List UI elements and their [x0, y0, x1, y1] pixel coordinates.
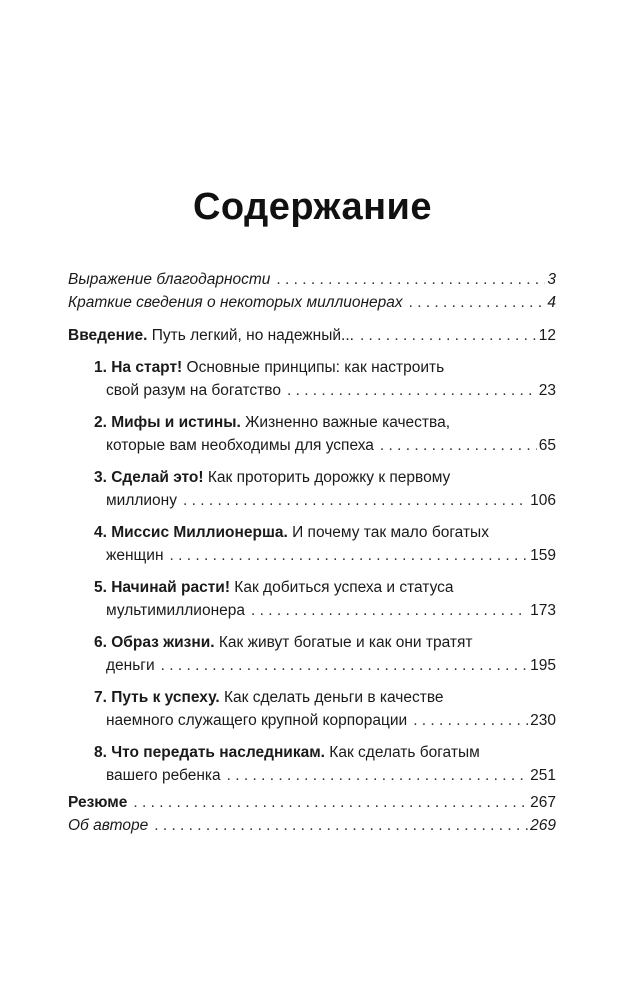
toc-page-number: 23	[538, 382, 556, 399]
toc-entry-continuation: наемного служащего крупной корпорации	[106, 712, 408, 729]
toc-page-number: 159	[530, 547, 556, 564]
dot-leader	[183, 489, 528, 512]
dot-leader	[133, 791, 528, 814]
toc-page-number: 3	[547, 271, 556, 288]
dot-leader	[170, 544, 529, 567]
toc-entry-rest: Жизненно важные качества,	[240, 414, 451, 431]
toc-chapter-8[interactable]	[68, 741, 556, 787]
toc-entry-title: Об авторе	[68, 817, 149, 834]
toc-entry-continuation: деньги	[106, 657, 155, 674]
toc-entry-rest: Как добиться успеха и статуса	[230, 579, 454, 596]
toc-entry-title	[94, 631, 473, 654]
toc-entry-title: Резюме	[68, 794, 128, 811]
toc-entry-title	[94, 356, 444, 379]
toc-entry-rest: И почему так мало богатых	[287, 524, 489, 541]
toc-entry-rest: Основные принципы: как настроить	[182, 359, 445, 376]
toc-entry-title	[94, 466, 450, 489]
toc-entry-continuation: свой разум на богатство	[106, 382, 281, 399]
toc-entry-continuation: миллиону	[106, 492, 177, 509]
toc-entry-title	[94, 686, 444, 709]
toc-entry-introduction[interactable]	[68, 324, 556, 347]
toc-entry-rest: Как живут богатые и как они тратят	[214, 634, 473, 651]
toc-entry-bold: 6. Образ жизни.	[94, 634, 215, 651]
page-title: Содержание	[192, 186, 433, 228]
toc-entry-title	[68, 324, 354, 347]
toc-chapter-6[interactable]	[68, 631, 556, 677]
toc-entry-bold: Введение.	[68, 327, 148, 344]
toc-entry-continuation: которые вам необходимы для успеха	[106, 437, 374, 454]
toc-entry-continuation: мультимиллионера	[106, 602, 246, 619]
toc-entry-continuation: женщин	[106, 547, 164, 564]
toc-entry-millionaires-info[interactable]	[68, 291, 556, 314]
toc-entry-rest: Путь легкий, но надежный...	[147, 327, 354, 344]
toc-entry-title	[94, 741, 480, 764]
toc-chapter-5[interactable]	[68, 576, 556, 622]
toc-entry-title	[94, 521, 489, 544]
toc-entry-title	[94, 576, 454, 599]
toc-entry-bold: 5. Начинай расти!	[94, 579, 230, 596]
toc-entry-acknowledgements[interactable]	[68, 268, 556, 291]
toc-chapter-3[interactable]	[68, 466, 556, 512]
table-of-contents	[68, 268, 556, 837]
dot-leader	[380, 434, 537, 457]
toc-entry-rest: Как сделать богатым	[325, 744, 480, 761]
toc-chapter-7[interactable]	[68, 686, 556, 732]
toc-entry-bold: 2. Мифы и истины.	[94, 414, 241, 431]
toc-entry-rest: Как сделать деньги в качестве	[219, 689, 444, 706]
toc-page-number: 251	[530, 767, 556, 784]
toc-entry-summary[interactable]	[68, 791, 556, 814]
toc-page-number: 173	[530, 602, 556, 619]
toc-entry-bold: 3. Сделай это!	[94, 469, 204, 486]
dot-leader	[161, 654, 529, 677]
toc-entry-bold: 7. Путь к успеху.	[94, 689, 220, 706]
toc-entry-title: Выражение благодарности	[68, 271, 271, 288]
dot-leader	[287, 379, 537, 402]
dot-leader	[409, 291, 546, 314]
dot-leader	[251, 599, 528, 622]
toc-chapter-2[interactable]	[68, 411, 556, 457]
toc-entry-title	[94, 411, 450, 434]
dot-leader	[154, 814, 528, 837]
toc-entry-about-author[interactable]	[68, 814, 556, 837]
toc-page-number: 65	[538, 437, 556, 454]
dot-leader	[227, 764, 528, 787]
toc-entry-bold: 8. Что передать наследникам.	[94, 744, 325, 761]
toc-entry-continuation: вашего ребенка	[106, 767, 221, 784]
toc-page-number: 12	[538, 327, 556, 344]
toc-chapter-4[interactable]	[68, 521, 556, 567]
dot-leader	[360, 324, 537, 347]
toc-page-number: 267	[530, 794, 556, 811]
toc-entry-bold: 4. Миссис Миллионерша.	[94, 524, 288, 541]
dot-leader	[276, 268, 545, 291]
toc-entry-rest: Как проторить дорожку к первому	[203, 469, 451, 486]
toc-entry-bold: 1. На старт!	[94, 359, 183, 376]
toc-page-number: 4	[547, 294, 556, 311]
toc-chapter-1[interactable]	[68, 356, 556, 402]
toc-page-number: 230	[530, 712, 556, 729]
toc-page-number: 269	[530, 817, 556, 834]
toc-page-number: 195	[530, 657, 556, 674]
toc-page-number: 106	[530, 492, 556, 509]
dot-leader	[413, 709, 528, 732]
toc-entry-title: Краткие сведения о некоторых миллионерах	[68, 294, 403, 311]
